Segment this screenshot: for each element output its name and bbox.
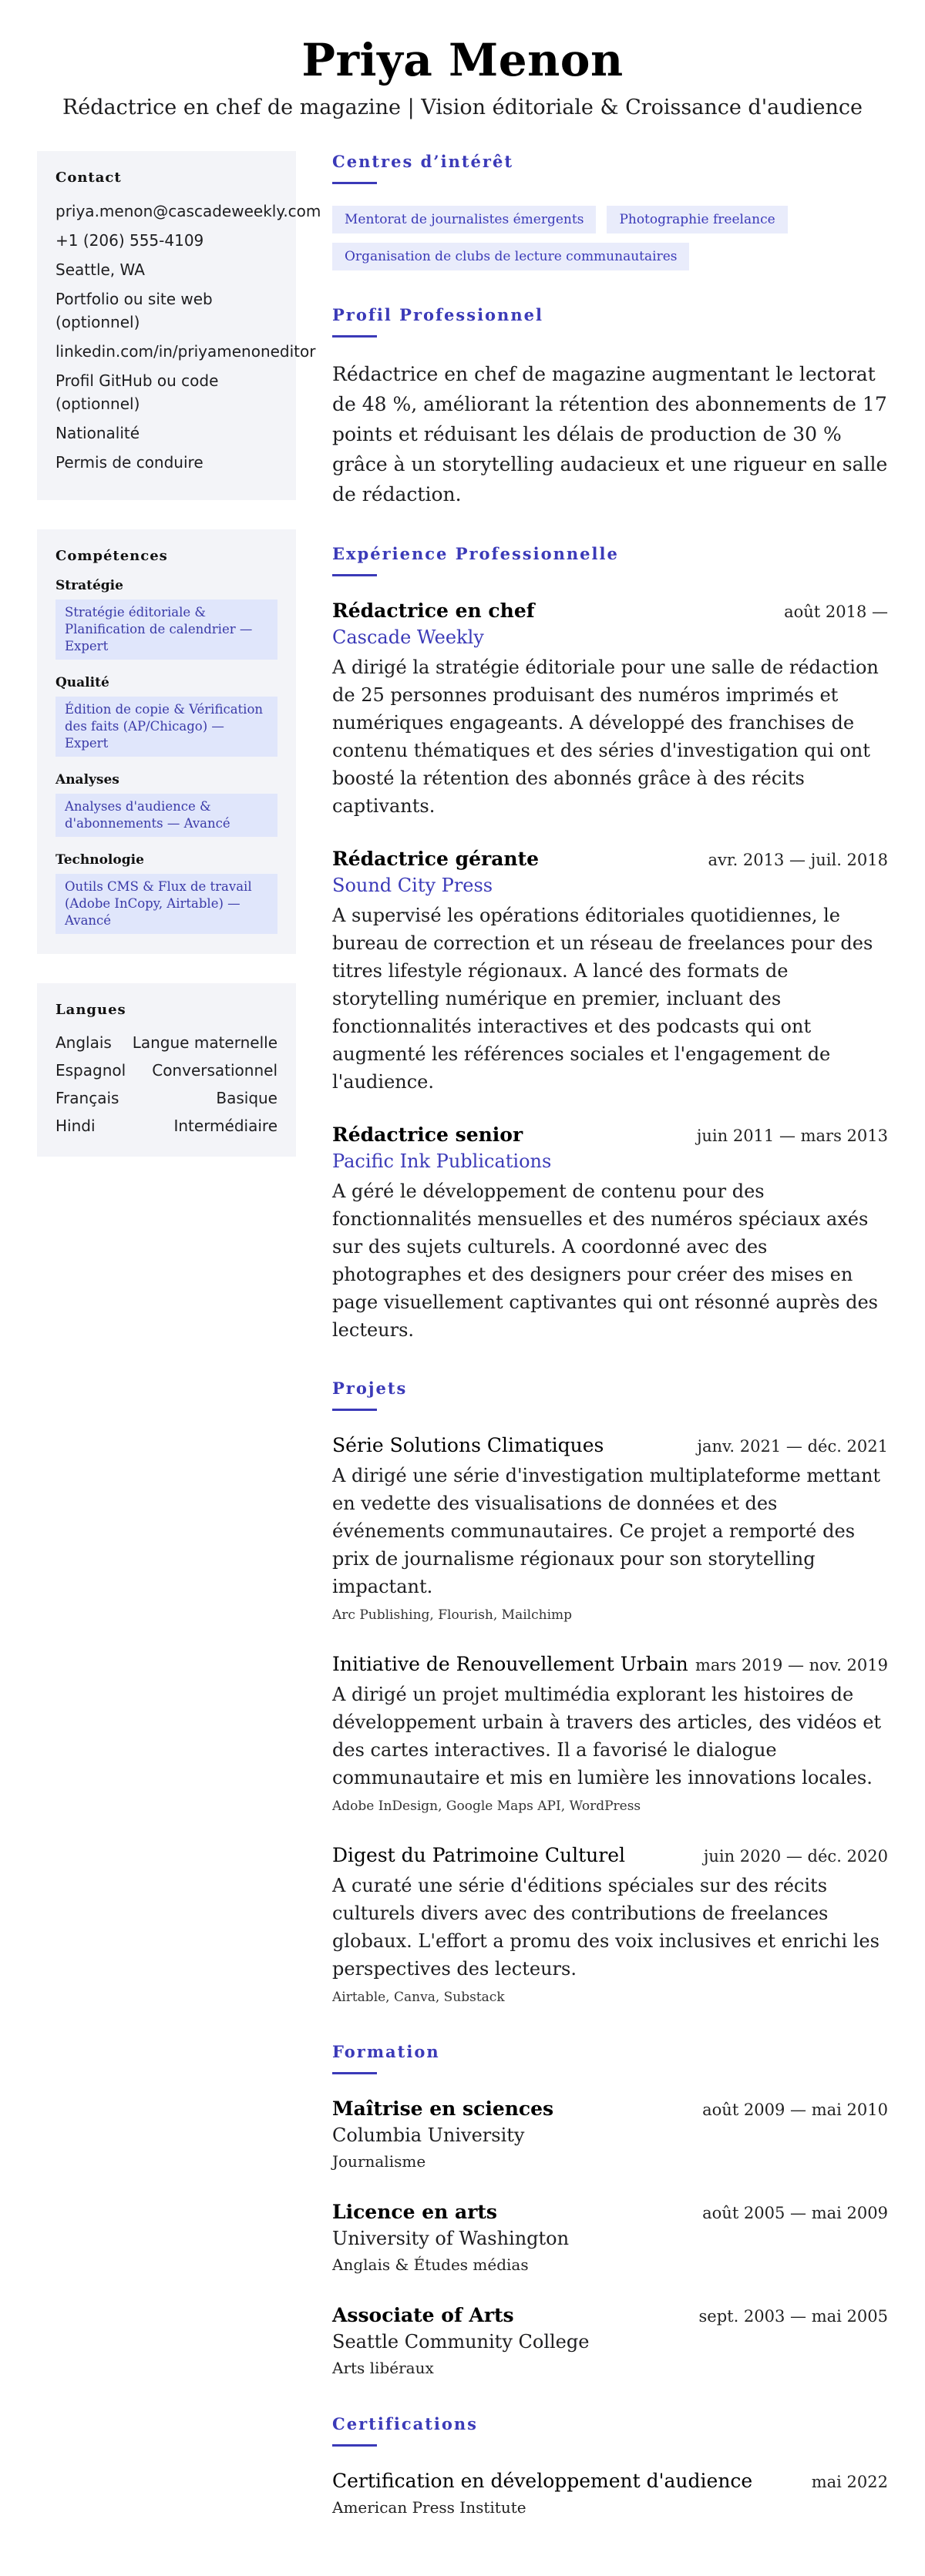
degree-name: Licence en arts xyxy=(332,2201,497,2223)
project-date: juin 2020 — déc. 2020 xyxy=(703,1847,888,1866)
project-tech: Airtable, Canva, Substack xyxy=(332,1990,505,2005)
language-name: Anglais xyxy=(56,1033,112,1052)
section-divider xyxy=(332,335,377,338)
certification-name: Certification en développement d'audience xyxy=(332,2470,753,2492)
contact-portfolio: Portfolio ou site web (optionnel) xyxy=(56,290,213,331)
skill-value: Édition de copie & Vérification des faits (AP/Chicago) — Expert xyxy=(56,697,278,757)
profile-title: Profil Professionnel xyxy=(332,305,543,324)
skill-label: Qualité xyxy=(56,675,109,690)
certification-issuer: American Press Institute xyxy=(332,2498,526,2517)
section-divider xyxy=(332,2444,377,2447)
skill-value: Stratégie éditoriale & Planification de calendrier — Expert xyxy=(56,599,278,660)
school-name: Columbia University xyxy=(332,2124,525,2146)
job-title: Rédactrice en chef xyxy=(332,599,535,622)
section-divider xyxy=(332,1409,377,1411)
sidebar xyxy=(37,151,321,1186)
job-title: Rédactrice gérante xyxy=(332,848,540,870)
project-entry xyxy=(332,1651,888,1816)
section-divider xyxy=(332,182,377,184)
language-level: Intermédiaire xyxy=(173,1117,278,1135)
skill-label: Stratégie xyxy=(56,578,123,593)
experience-entry xyxy=(332,846,888,1096)
language-level: Conversationnel xyxy=(152,1061,278,1080)
languages-title: Langues xyxy=(56,1002,126,1018)
project-description: A dirigé une série d'investigation multiplateforme mettant en vedette des visualisations de données et des événements communautaires. Ce projet a remporté des prix de journalisme régionaux pour son storytelling impactant. xyxy=(332,1465,881,1597)
section-divider xyxy=(332,2072,377,2074)
projects-section xyxy=(332,1378,888,2007)
experience-section xyxy=(332,543,888,1344)
skill-group xyxy=(56,852,278,934)
contact-location: Seattle, WA xyxy=(56,260,145,279)
certification-entry xyxy=(332,2468,888,2519)
project-entry xyxy=(332,1842,888,2007)
project-tech: Arc Publishing, Flourish, Mailchimp xyxy=(332,1607,573,1623)
job-company: Sound City Press xyxy=(332,875,493,896)
section-divider xyxy=(332,574,377,576)
skills-card xyxy=(37,529,296,954)
experience-entry xyxy=(332,598,888,820)
job-date: août 2018 — xyxy=(784,603,888,621)
school-name: Seattle Community College xyxy=(332,2331,590,2353)
skill-value: Outils CMS & Flux de travail (Adobe InCopy, Airtable) — Avancé xyxy=(56,874,278,934)
degree-name: Maîtrise en sciences xyxy=(332,2097,554,2120)
education-section xyxy=(332,2041,888,2380)
language-name: Hindi xyxy=(56,1117,96,1135)
skill-group xyxy=(56,772,278,837)
degree-date: août 2009 — mai 2010 xyxy=(702,2101,888,2119)
project-description: A dirigé un projet multimédia explorant les histoires de développement urbain à travers des articles, des vidéos et des cartes interactives. Il a favorisé le dialogue communautaire et mis en lumière les innovations locales. xyxy=(332,1684,882,1788)
skill-label: Analyses xyxy=(56,772,119,788)
languages-card xyxy=(37,983,296,1157)
interest-tag: Mentorat de journalistes émergents xyxy=(332,206,596,233)
job-date: juin 2011 — mars 2013 xyxy=(696,1127,888,1145)
profile-section xyxy=(332,304,888,509)
job-company: Pacific Ink Publications xyxy=(332,1150,552,1172)
contact-card xyxy=(37,151,321,500)
project-date: janv. 2021 — déc. 2021 xyxy=(697,1437,888,1456)
degree-name: Associate of Arts xyxy=(332,2304,514,2326)
language-name: Français xyxy=(56,1089,119,1107)
skill-group xyxy=(56,578,278,660)
degree-field: Anglais & Études médias xyxy=(332,2255,529,2274)
education-entry xyxy=(332,2302,888,2380)
profile-summary: Rédactrice en chef de magazine augmentant le lectorat de 48 %, améliorant la rétention des abonnements de 17 points et réduisant les délais de production de 30 % grâce à un storytelling audacieux et une rigueur en salle de rédaction. xyxy=(332,363,888,505)
education-title: Formation xyxy=(332,2042,440,2061)
project-name: Digest du Patrimoine Culturel xyxy=(332,1844,626,1866)
project-description: A curaté une série d'éditions spéciales sur des récits culturels divers avec des contributions de freelances globaux. L'effort a promu des voix inclusives et enrichi les perspectives des lecteurs. xyxy=(332,1875,880,1980)
degree-date: sept. 2003 — mai 2005 xyxy=(698,2307,888,2326)
contact-email[interactable]: priya.menon@cascadeweekly.com xyxy=(56,202,321,220)
language-row xyxy=(56,1032,278,1053)
job-date: avr. 2013 — juil. 2018 xyxy=(708,851,888,869)
project-tech: Adobe InDesign, Google Maps API, WordPress xyxy=(332,1798,641,1814)
language-level: Basique xyxy=(216,1089,278,1107)
degree-date: août 2005 — mai 2009 xyxy=(702,2204,888,2222)
projects-title: Projets xyxy=(332,1379,408,1398)
skill-label: Technologie xyxy=(56,852,144,868)
experience-entry xyxy=(332,1122,888,1344)
contact-linkedin[interactable]: linkedin.com/in/priyamenoneditor xyxy=(56,342,316,361)
main-content xyxy=(332,151,888,2553)
candidate-name: Priya Menon xyxy=(301,34,624,86)
language-level: Langue maternelle xyxy=(132,1033,278,1052)
project-name: Initiative de Renouvellement Urbain xyxy=(332,1653,688,1675)
resume-header xyxy=(0,0,925,146)
job-title: Rédactrice senior xyxy=(332,1123,523,1146)
contact-nationality: Nationalité xyxy=(56,424,140,442)
project-date: mars 2019 — nov. 2019 xyxy=(695,1656,888,1674)
interest-tag: Photographie freelance xyxy=(607,206,787,233)
job-description: A géré le développement de contenu pour des fonctionnalités mensuelles et des numéros spéciaux axés sur des sujets culturels. A coordonné avec des photographes et des designers pour créer des mises en page visuellement captivantes qui ont résonné auprès des lecteurs. xyxy=(332,1181,878,1341)
job-company: Cascade Weekly xyxy=(332,626,484,648)
contact-license: Permis de conduire xyxy=(56,453,204,472)
candidate-tagline: Rédactrice en chef de magazine | Vision éditoriale & Croissance d'audience xyxy=(62,96,863,119)
degree-field: Journalisme xyxy=(332,2152,426,2171)
job-description: A dirigé la stratégie éditoriale pour une salle de rédaction de 25 personnes produisant des numéros imprimés et numériques engageants. A développé des franchises de contenu thématiques et des séries d'investigation qui ont boosté la rétention des abonnés grâce à des récits captivants. xyxy=(332,657,879,817)
contact-phone: +1 (206) 555-4109 xyxy=(56,231,204,250)
experience-title: Expérience Professionnelle xyxy=(332,544,619,563)
interests-tags xyxy=(332,206,864,270)
skills-title: Compétences xyxy=(56,548,168,564)
interest-tag: Organisation de clubs de lecture communautaires xyxy=(332,243,689,270)
contact-title: Contact xyxy=(56,170,122,186)
education-entry xyxy=(332,2096,888,2173)
project-name: Série Solutions Climatiques xyxy=(332,1434,604,1456)
skill-group xyxy=(56,675,278,757)
interests-section xyxy=(332,151,888,270)
certification-date: mai 2022 xyxy=(811,2473,888,2491)
skill-value: Analyses d'audience & d'abonnements — Avancé xyxy=(56,794,278,837)
language-row xyxy=(56,1087,278,1109)
school-name: University of Washington xyxy=(332,2228,570,2249)
language-row xyxy=(56,1060,278,1081)
education-entry xyxy=(332,2199,888,2276)
language-name: Espagnol xyxy=(56,1061,126,1080)
language-row xyxy=(56,1115,278,1137)
project-entry xyxy=(332,1432,888,1625)
degree-field: Arts libéraux xyxy=(332,2359,434,2377)
interests-title: Centres d’intérêt xyxy=(332,152,514,171)
job-description: A supervisé les opérations éditoriales quotidiennes, le bureau de correction et un réseau de freelances pour des titres lifestyle régionaux. A lancé des formats de storytelling numérique en premier, incluant des fonctionnalités interactives et des podcasts qui ont augmenté les références sociales et l'engagement de l'audience. xyxy=(332,905,873,1093)
certifications-title: Certifications xyxy=(332,2414,478,2433)
certifications-section xyxy=(332,2413,888,2519)
contact-github: Profil GitHub ou code (optionnel) xyxy=(56,371,219,413)
